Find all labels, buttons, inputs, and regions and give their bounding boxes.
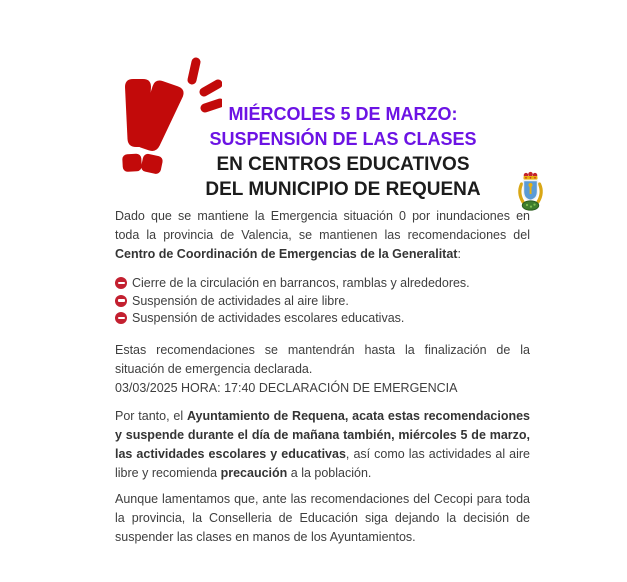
paragraph2-text: Estas recomendaciones se mantendrán hasta la finalización de la situación de emergencia declarada. bbox=[115, 342, 530, 376]
paragraph3-mid: , así como las actividades al aire libre y recomienda bbox=[115, 446, 531, 480]
paragraph3-bold-main: Ayuntamiento de Requena, acata estas recomendaciones y suspende durante el día de mañana también, miércoles 5 de marzo, las actividades escolares y educativas bbox=[115, 408, 531, 461]
paragraph-emergency-status bbox=[115, 207, 530, 264]
title-line-2: SUSPENSIÓN DE LAS CLASES bbox=[209, 129, 477, 149]
no-entry-icon bbox=[115, 312, 127, 324]
paragraph1-colon: : bbox=[457, 247, 461, 261]
no-entry-icon bbox=[115, 277, 127, 289]
paragraph-regret bbox=[115, 490, 530, 547]
title-line-1: MIÉRCOLES 5 DE MARZO: bbox=[228, 104, 458, 124]
paragraph-duration bbox=[115, 341, 530, 398]
paragraph3-pre: Por tanto, el bbox=[115, 408, 187, 423]
paragraph4-text: Aunque lamentamos que, ante las recomendaciones del Cecopi para toda la provincia, la Conselleria de Educación siga dejando la decisión de suspender las clases en manos de los Ayuntamientos. bbox=[115, 491, 530, 544]
requena-coat-of-arms-icon bbox=[514, 171, 547, 212]
no-entry-icon bbox=[115, 295, 127, 307]
paragraph1-bold: Centro de Coordinación de Emergencias de la Generalitat bbox=[115, 247, 458, 261]
announcement-body bbox=[115, 207, 530, 547]
recommendations-list bbox=[115, 275, 530, 328]
list-item bbox=[115, 275, 530, 293]
paragraph3-bold-caution: precaución bbox=[220, 465, 288, 480]
list-item-label: Cierre de la circulación en barrancos, ramblas y alrededores. bbox=[132, 276, 470, 290]
title-line-3: EN CENTROS EDUCATIVOS bbox=[216, 154, 470, 175]
list-item bbox=[115, 310, 530, 328]
list-item-label: Suspensión de actividades al aire libre. bbox=[132, 293, 349, 308]
paragraph1-text: Dado que se mantiene la Emergencia situación 0 por inundaciones en toda la provincia de Valencia, se mantienen las recomendaciones del bbox=[115, 209, 530, 242]
paragraph3-post: a la población. bbox=[287, 465, 372, 480]
list-item-label: Suspensión de actividades escolares educativas. bbox=[132, 311, 405, 325]
page-title bbox=[163, 102, 523, 202]
title-line-4: DEL MUNICIPIO DE REQUENA bbox=[205, 179, 481, 200]
paragraph-decision bbox=[115, 407, 530, 483]
list-item bbox=[115, 293, 530, 311]
declaration-timestamp: 03/03/2025 HORA: 17:40 DECLARACIÓN DE EMERGENCIA bbox=[115, 380, 458, 395]
